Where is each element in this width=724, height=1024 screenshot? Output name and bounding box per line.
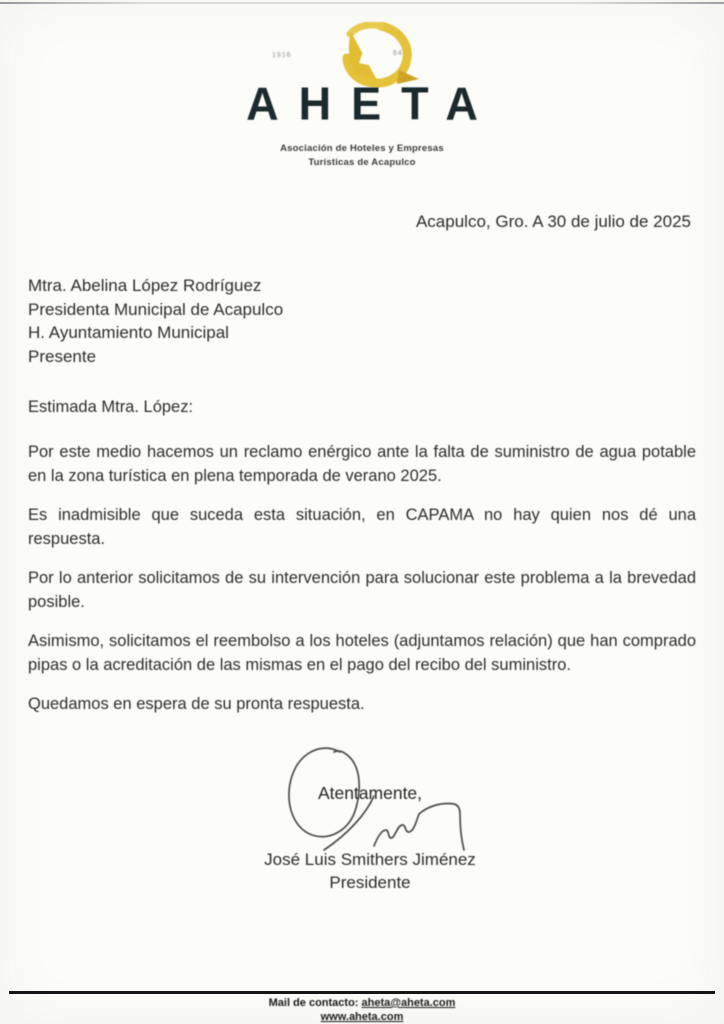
footer-contact-label: Mail de contacto:: [268, 997, 359, 1009]
paragraph-5: Quedamos en espera de su pronta respuesta.: [28, 694, 365, 713]
recipient-presente: Presente: [28, 346, 97, 366]
recipient-title: Presidenta Municipal de Acapulco: [28, 299, 284, 319]
footer-contact-email: aheta@aheta.com: [361, 997, 456, 1009]
org-tagline: [0, 142, 724, 169]
signer-name: José Luis Smithers Jiménez: [264, 850, 476, 869]
footer-contact-line: [0, 997, 724, 1011]
paragraph-4: Asimismo, solicitamos el reembolso a los hoteles (adjuntamos relación) que han comprado pipas o la acreditación de las mismas en el pago del recibo del suministro.: [28, 631, 696, 674]
salutation: Estimada Mtra. López:: [28, 398, 194, 416]
recipient-name: Mtra. Abelina López Rodríguez: [28, 276, 262, 295]
footer-website: www.aheta.com: [320, 1010, 404, 1023]
logo-side-mark-right: 64: [393, 50, 403, 57]
org-name: AHETA: [246, 77, 498, 130]
logo-side-mark-left: 1916: [272, 52, 292, 59]
recipient-org: H. Ayuntamiento Municipal: [28, 323, 229, 342]
paragraph-1: Por este medio hacemos un reclamo enérgico ante la falta de suministro de agua potable en la zona turística en plena temporada de verano 2025.: [28, 442, 696, 485]
footer: [0, 997, 724, 1024]
signer-title: Presidente: [329, 873, 411, 892]
dateline: Acapulco, Gro. A 30 de julio de 2025: [415, 212, 691, 231]
letter-body: [28, 395, 696, 730]
closing: Atentamente,: [317, 783, 423, 803]
paragraph-2: Es inadmisible que suceda esta situación, en CAPAMA no hay quien nos dé una respuesta.: [28, 505, 696, 548]
signer-block: [180, 848, 560, 894]
org-tagline-line2: Turísticas de Acapulco: [308, 156, 416, 168]
footer-rule: [9, 991, 715, 994]
paragraph-3: Por lo anterior solicitamos de su intervención para solucionar este problema a la brevedad posible.: [28, 568, 696, 611]
recipient-block: [28, 274, 283, 368]
org-tagline-line1: Asociación de Hoteles y Empresas: [280, 143, 444, 154]
